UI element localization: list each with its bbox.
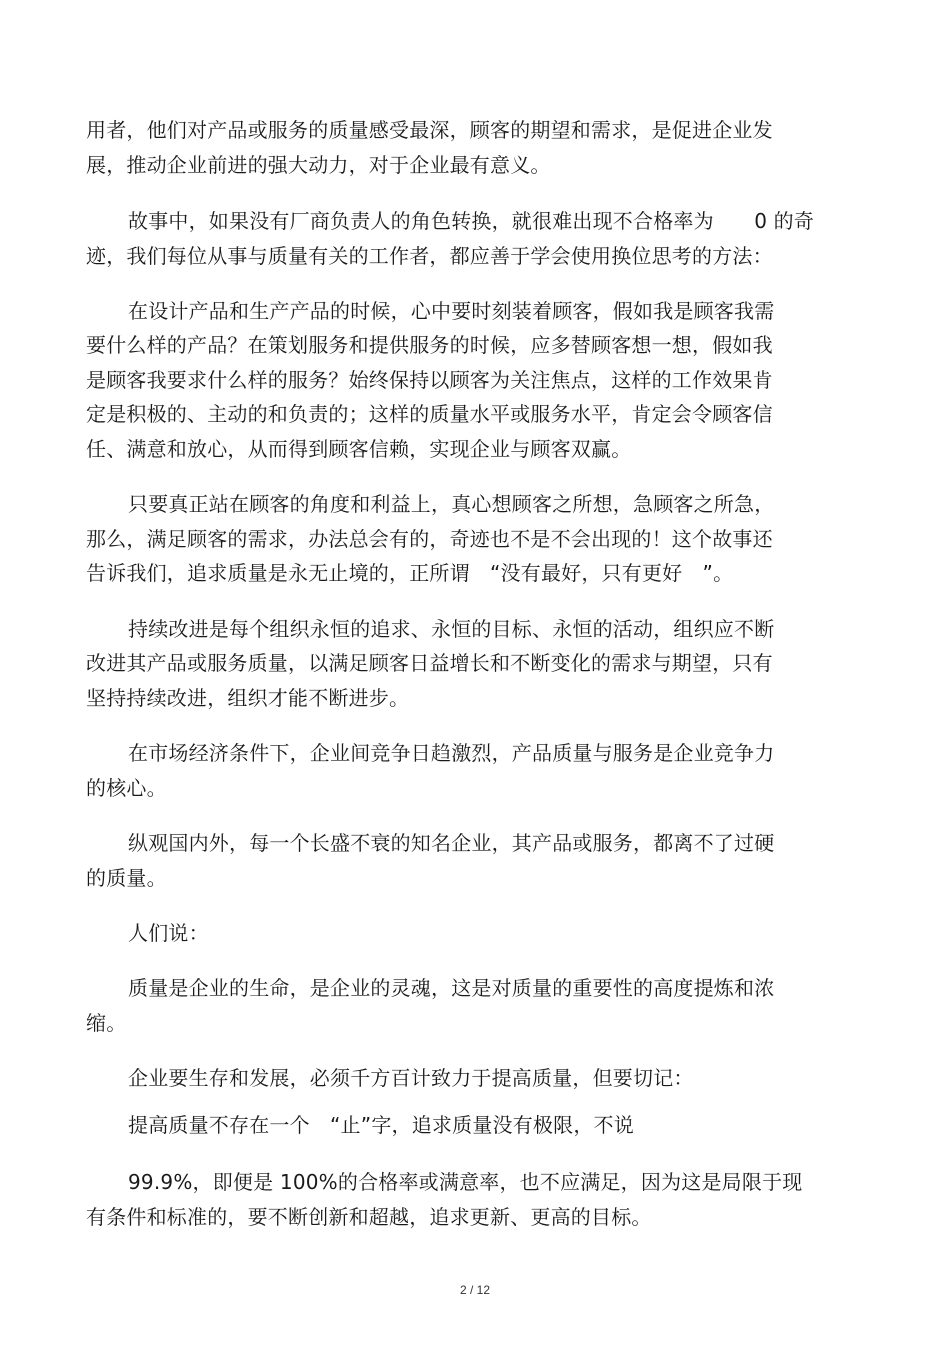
paragraph-line: 缩。 — [86, 1011, 127, 1035]
paragraph-line: 定是积极的、主动的和负责的；这样的质量水平或服务水平，肯定会令顾客信 — [86, 402, 773, 426]
paragraph-line: 的核心。 — [86, 776, 167, 800]
paragraph-line: 人们说： — [128, 921, 209, 945]
paragraph-line: 告诉我们，追求质量是永无止境的，正所谓 “没有最好，只有更好 ”。 — [86, 561, 734, 585]
paragraph-line: 有条件和标准的，要不断创新和超越，追求更新、更高的目标。 — [86, 1205, 652, 1229]
paragraph-line: 在设计产品和生产产品的时候，心中要时刻装着顾客，假如我是顾客我需 — [128, 299, 775, 323]
paragraph-line: 企业要生存和发展，必须千方百计致力于提高质量，但要切记： — [128, 1066, 694, 1090]
paragraph-line: 改进其产品或服务质量，以满足顾客日益增长和不断变化的需求与期望，只有 — [86, 651, 773, 675]
paragraph-line: 故事中，如果没有厂商负责人的角色转换，就很难出现不合格率为 0 的奇 — [128, 209, 815, 233]
paragraph-line: 展，推动企业前进的强大动力，对于企业最有意义。 — [86, 153, 551, 177]
paragraph-line: 提高质量不存在一个 “止”字，追求质量没有极限，不说 — [128, 1113, 634, 1137]
paragraph-line: 持续改进是每个组织永恒的追求、永恒的目标、永恒的活动，组织应不断 — [128, 617, 775, 641]
paragraph-line: 任、满意和放心，从而得到顾客信赖，实现企业与顾客双赢。 — [86, 437, 632, 461]
paragraph-line: 坚持持续改进，组织才能不断进步。 — [86, 686, 410, 710]
paragraph-line: 纵观国内外，每一个长盛不衰的知名企业，其产品或服务，都离不了过硬 — [128, 831, 775, 855]
paragraph-line: 99.9%，即便是 100%的合格率或满意率，也不应满足，因为这是局限于现 — [128, 1170, 803, 1194]
paragraph-line: 质量是企业的生命，是企业的灵魂，这是对质量的重要性的高度提炼和浓 — [128, 976, 775, 1000]
paragraph-line: 是顾客我要求什么样的服务？始终保持以顾客为关注焦点，这样的工作效果肯 — [86, 368, 773, 392]
page-number: 2 / 12 — [459, 1283, 491, 1297]
paragraph-line: 的质量。 — [86, 866, 167, 890]
paragraph-line: 用者，他们对产品或服务的质量感受最深，顾客的期望和需求，是促进企业发 — [86, 118, 773, 142]
paragraph-line: 在市场经济条件下，企业间竞争日趋激烈，产品质量与服务是企业竞争力 — [128, 741, 775, 765]
paragraph-line: 要什么样的产品？在策划服务和提供服务的时候，应多替顾客想一想，假如我 — [86, 333, 773, 357]
paragraph-line: 迹，我们每位从事与质量有关的工作者，都应善于学会使用换位思考的方法： — [86, 244, 773, 268]
paragraph-line: 那么，满足顾客的需求，办法总会有的，奇迹也不是不会出现的！这个故事还 — [86, 527, 773, 551]
paragraph-line: 只要真正站在顾客的角度和利益上，真心想顾客之所想，急顾客之所急， — [128, 492, 775, 516]
